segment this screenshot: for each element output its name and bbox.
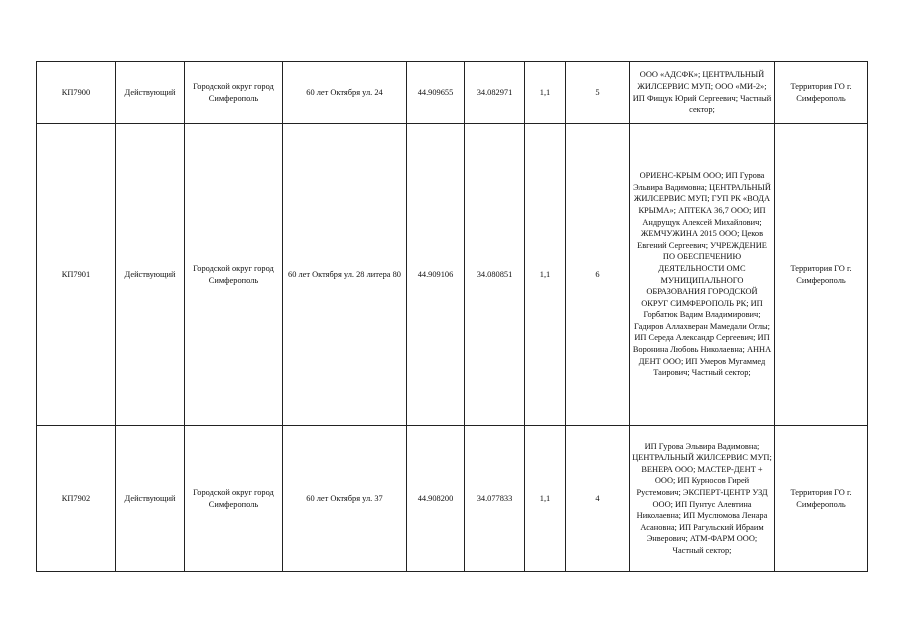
longitude: 34.082971	[465, 62, 525, 124]
territory: Территория ГО г. Симферополь	[775, 426, 868, 572]
waste-producers: ОРИЕНС-КРЫМ ООО; ИП Гурова Эльвира Вадимовна; ЦЕНТРАЛЬНЫЙ ЖИЛСЕРВИС МУП; ГУП РК «ВОДА КРЫМА»; АПТЕКА 36,7 ООО; ИП Андрущук Алексей Михайлович; ЖЕМЧУЖИНА 2015 ООО; Цеков Евгений Сергеевич; УЧРЕЖДЕНИЕ ПО ОБЕСПЕЧЕНИЮ ДЕЯТЕЛЬНОСТИ ОМС МУНИЦИПАЛЬНОГО ОБРАЗОВАНИЯ ГОРОДСКОЙ ОКРУГ СИМФЕРОПОЛЬ РК; ИП Горбатюк Вадим Владимирович; Гадиров Аллахверан Мамедали Оглы; ИП Середа Александр Сергеевич; ИП Воронина Любовь Николаевна; АННА ДЕНТ ООО; ИП Умеров Мугаммед Таирович; Частный сектор;	[630, 124, 775, 426]
territory: Территория ГО г. Симферополь	[775, 62, 868, 124]
address: 60 лет Октября ул. 37	[283, 426, 407, 572]
latitude: 44.909106	[407, 124, 465, 426]
container-volume: 1,1	[525, 124, 566, 426]
container-volume: 1,1	[525, 426, 566, 572]
point-id: КП7901	[37, 124, 116, 426]
district: Городской округ город Симферополь	[185, 62, 283, 124]
territory: Территория ГО г. Симферополь	[775, 124, 868, 426]
address: 60 лет Октября ул. 28 литера 80	[283, 124, 407, 426]
container-volume: 1,1	[525, 62, 566, 124]
latitude: 44.908200	[407, 426, 465, 572]
district: Городской округ город Симферополь	[185, 426, 283, 572]
point-status: Действующий	[116, 124, 185, 426]
district: Городской округ город Симферополь	[185, 124, 283, 426]
table-row	[37, 124, 868, 426]
waste-producers: ООО «АДСФК»; ЦЕНТРАЛЬНЫЙ ЖИЛСЕРВИС МУП; ООО «МИ-2»; ИП Фищук Юрий Сергеевич; Частный сектор;	[630, 62, 775, 124]
latitude: 44.909655	[407, 62, 465, 124]
point-id: КП7902	[37, 426, 116, 572]
longitude: 34.077833	[465, 426, 525, 572]
container-count: 5	[566, 62, 630, 124]
point-status: Действующий	[116, 426, 185, 572]
waste-producers: ИП Гурова Эльвира Вадимовна; ЦЕНТРАЛЬНЫЙ ЖИЛСЕРВИС МУП; ВЕНЕРА ООО; МАСТЕР-ДЕНТ + ООО; ИП Курносов Гирей Рустемович; ЭКСПЕРТ-ЦЕНТР УЗД ООО; ИП Пунтус Алевтина Николаевна; ИП Муслюмова Ленара Асановна; ИП Рагульский Ибраим Энверович; АТМ-ФАРМ ООО; Частный сектор;	[630, 426, 775, 572]
container-count: 4	[566, 426, 630, 572]
registry-table	[36, 61, 868, 572]
container-count: 6	[566, 124, 630, 426]
address: 60 лет Октября ул. 24	[283, 62, 407, 124]
table-row	[37, 426, 868, 572]
table-row	[37, 62, 868, 124]
longitude: 34.080851	[465, 124, 525, 426]
point-id: КП7900	[37, 62, 116, 124]
point-status: Действующий	[116, 62, 185, 124]
